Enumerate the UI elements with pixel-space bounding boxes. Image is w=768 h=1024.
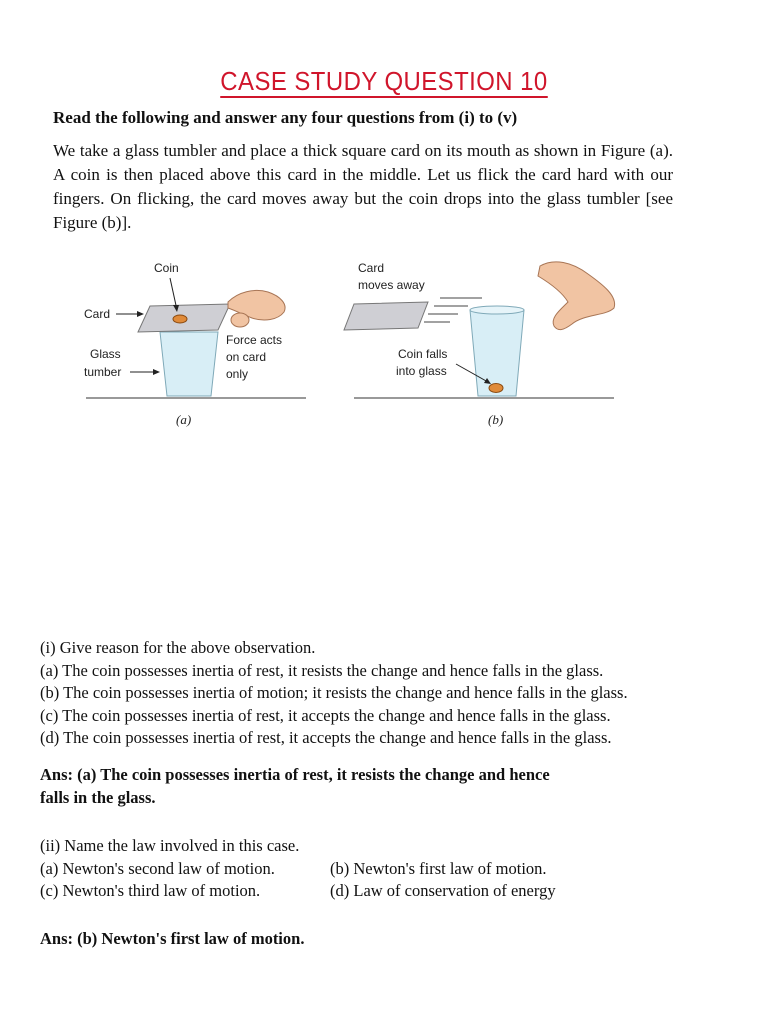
- figure-b: [344, 261, 615, 427]
- question-2-option-a: (a) Newton's second law of motion.: [40, 858, 275, 878]
- question-1-option-c: (c) The coin possesses inertia of rest, it accepts the change and hence falls in the glass.: [40, 705, 611, 725]
- question-2: [40, 835, 740, 903]
- question-2-options-row-2: [40, 880, 740, 903]
- label-coin-b-2: into glass: [396, 364, 447, 378]
- caption-a: (a): [176, 412, 192, 427]
- label-glass-a-2: tumber: [84, 365, 122, 379]
- answer-1-line-2: falls in the glass.: [40, 788, 156, 807]
- figure-a: [84, 261, 306, 427]
- question-1-option-d: (d) The coin possesses inertia of rest, it accepts the change and hence falls in the glass.: [40, 728, 612, 748]
- answer-2: Ans: (b) Newton's first law of motion.: [40, 929, 305, 948]
- instruction-text: Read the following and answer any four questions from (i) to (v): [53, 108, 518, 127]
- label-card-b-1: Card: [358, 261, 385, 275]
- question-2-text: (ii) Name the law involved in this case.: [40, 836, 300, 855]
- question-2-options-row-1: [40, 858, 740, 881]
- question-1-text: (i) Give reason for the above observation.: [40, 638, 316, 657]
- coin-b: [489, 384, 503, 393]
- coin-a: [173, 315, 187, 323]
- label-glass-a-1: Glass: [90, 347, 121, 361]
- answer-1-line-1: Ans: (a) The coin possesses inertia of rest, it resists the change and hence: [40, 765, 550, 784]
- question-2-option-d: (d) Law of conservation of energy: [330, 881, 556, 901]
- label-coin-a: Coin: [154, 261, 179, 275]
- question-2-option-b: (b) Newton's first law of motion.: [330, 858, 547, 878]
- question-1-option-a: (a) The coin possesses inertia of rest, it resists the change and hence falls in the glass.: [40, 660, 604, 680]
- caption-b: (b): [488, 412, 504, 427]
- label-coin-b-1: Coin falls: [398, 347, 448, 361]
- card-b: [344, 302, 428, 330]
- hand-icon: [228, 290, 285, 327]
- label-force-1: Force acts: [226, 333, 283, 347]
- passage: [53, 139, 673, 235]
- glass-tumbler-a: [160, 332, 218, 396]
- question-1-option-b: (b) The coin possesses inertia of motion; it resists the change and hence falls in the glass.: [40, 683, 628, 703]
- hand-icon: [538, 262, 615, 330]
- figure-illustration: [78, 252, 638, 432]
- label-card-b-2: moves away: [358, 278, 425, 292]
- answer-1: [40, 763, 550, 809]
- question-2-option-c: (c) Newton's third law of motion.: [40, 881, 261, 901]
- question-1: [40, 637, 740, 750]
- label-force-2: on card: [226, 350, 267, 364]
- label-card-a: Card: [84, 307, 111, 321]
- label-force-3: only: [226, 367, 249, 381]
- page-title: CASE STUDY QUESTION 10: [220, 66, 548, 96]
- passage-text: We take a glass tumbler and place a thick square card on its mouth as shown in Figure (a). A coin is then placed above this card in the middle. Let us flick the card hard with our fingers. On flicking, the card moves away but the coin drops into the glass tumbler [see Figure (b)].: [53, 141, 673, 232]
